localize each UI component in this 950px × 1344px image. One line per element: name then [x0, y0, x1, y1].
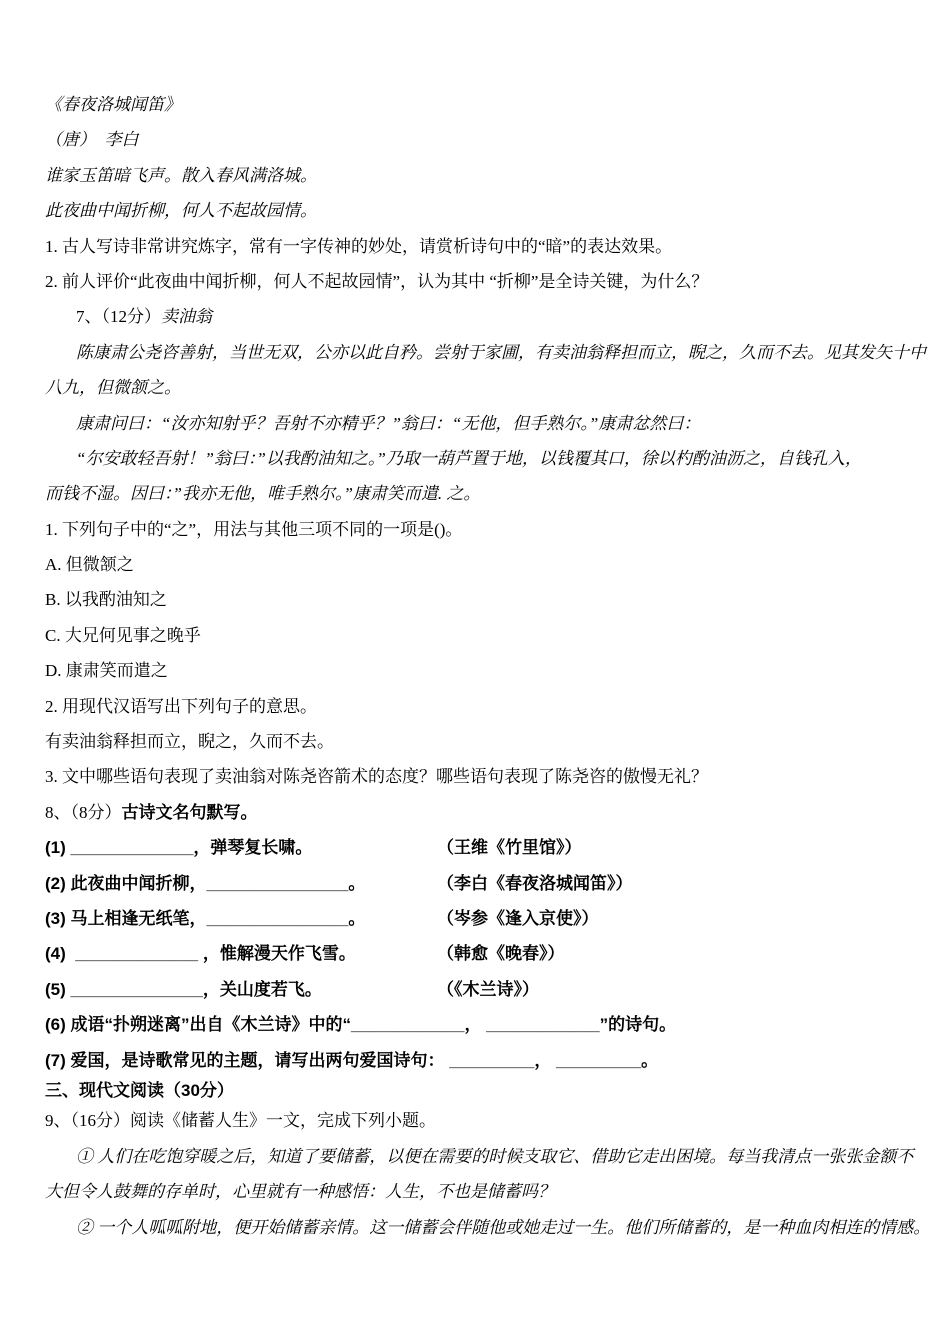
- essay-para2-text: [76, 1218, 930, 1237]
- question-9-intro-text: [45, 1111, 436, 1130]
- passage-para1-line2: [45, 370, 925, 405]
- essay-para2-segment: ② 一个人呱呱附地，便开始储蓄亲情。这一储蓄会伴随他或她走过一生。他们所储蓄的，是一种血肉相连的情感。: [76, 1217, 931, 1237]
- recite-heading-segment: 古诗文名句默写。: [121, 802, 258, 822]
- essay-para1-line1-segment: ① 人们在吃饱穿暖之后，知道了要储蓄，以便在需要的时候支取它、借助它走出困境。每当我清点一张张金额不: [76, 1146, 914, 1166]
- passage-para2: [45, 406, 925, 441]
- poem-question-1: [45, 229, 925, 264]
- poem-verse-2-text: [45, 201, 317, 220]
- passage-para2-text: [76, 414, 700, 433]
- cloze-question-1: [45, 512, 925, 547]
- recite-item-5-segment: (5) ______________，关山度若飞。: [45, 979, 322, 999]
- question-9-intro: [45, 1103, 925, 1138]
- recite-item-4: [45, 936, 925, 971]
- poem-question-2-text: [45, 272, 708, 291]
- passage-para1-line2-text: [45, 378, 181, 397]
- question-9-intro-segment: 9、（16分）阅读《储蓄人生》一文，完成下列小题。: [45, 1111, 436, 1131]
- translate-question-segment: 2. 用现代汉语写出下列句子的意思。: [45, 696, 317, 716]
- option-c-segment: C. 大兄何见事之晚乎: [45, 625, 201, 645]
- essay-para1-line2-segment: 大但令人鼓舞的存单时，心里就有一种感悟：人生，不也是储蓄吗？: [45, 1182, 555, 1202]
- passage-para3-line2-text: [45, 484, 480, 503]
- poem-author-segment: （唐） 李白: [45, 130, 139, 150]
- essay-para1-line1-text: [76, 1147, 913, 1166]
- passage-para1-line1-text: [76, 343, 926, 362]
- option-d-segment: D. 康肃笑而遣之: [45, 661, 168, 681]
- option-a-text: [45, 555, 134, 574]
- poem-title: [45, 87, 925, 122]
- recite-heading-text: [45, 803, 258, 822]
- option-d-text: [45, 661, 168, 680]
- option-c-text: [45, 626, 201, 645]
- passage-para1-line1-segment: 陈康肃公尧咨善射，当世无双，公亦以此自矜。尝射于家圃，有卖油翁释担而立，睨之，久而不去。见其发矢十中: [76, 342, 926, 362]
- option-b-segment: B. 以我酌油知之: [45, 590, 167, 610]
- passage-para1-line2-segment: 八九，但微颔之。: [45, 378, 181, 398]
- poem-question-1-segment: 1. 古人写诗非常讲究炼字，常有一字传神的妙处，请赏析诗句中的“暗”的表达效果。: [45, 236, 673, 256]
- poem-title-text: [45, 95, 181, 114]
- recite-item-3-source: （岑参《逢入京使》）: [437, 908, 599, 928]
- recite-item-5-text: [45, 972, 437, 1007]
- poem-question-2-segment: 2. 前人评价“此夜曲中闻折柳，何人不起故园情”，认为其中 “折柳”是全诗关键，为什么？: [45, 271, 709, 291]
- option-a: [45, 547, 925, 582]
- recite-item-5: [45, 972, 925, 1007]
- option-c: [45, 618, 925, 653]
- recite-item-3-text: [45, 901, 437, 936]
- document-body: [45, 87, 931, 1245]
- poem-verse-2: [45, 193, 925, 228]
- recite-item-3-segment: (3) 马上相逢无纸笔，_______________。: [45, 908, 366, 928]
- passage-para3-line1-segment: “尔安敢轻吾射！”翁曰：”以我酌油知之。”乃取一葫芦置于地，以钱覆其口，徐以杓酌油沥之，自钱孔入，: [76, 448, 862, 468]
- recite-item-4-segment: (4) _____________ ，惟解漫天作飞雪。: [45, 944, 356, 964]
- comprehension-question-3-text: [45, 767, 708, 786]
- poem-question-1-text: [45, 237, 672, 256]
- comprehension-question-3: [45, 759, 925, 794]
- passage-para3-line1-text: [76, 449, 862, 468]
- cloze-question-1-text: [45, 520, 462, 539]
- poem-verse-1-segment: 谁家玉笛暗飞声。散入春风满洛城。: [45, 165, 317, 185]
- recite-item-2-segment: (2) 此夜曲中闻折柳，_______________。: [45, 873, 366, 893]
- passage-heading-text: [76, 307, 212, 326]
- recite-item-1: [45, 830, 925, 865]
- recite-heading: [45, 795, 925, 830]
- section-3-heading-text: [45, 1081, 234, 1100]
- poem-question-2: [45, 264, 925, 299]
- poem-verse-2-segment: 此夜曲中闻折柳，何人不起故园情。: [45, 201, 317, 221]
- essay-para1-line2: [45, 1174, 925, 1209]
- recite-item-6-text: [45, 1015, 676, 1034]
- poem-verse-1-text: [45, 166, 317, 185]
- section-3-heading-segment: 三、现代文阅读（30分）: [45, 1080, 234, 1100]
- passage-para3-line2-segment: 而钱不湿。因曰：”我亦无他，唯手熟尔。”康肃笑而遣. 之。: [45, 484, 481, 504]
- poem-author-text: [45, 130, 139, 149]
- recite-item-1-source: （王维《竹里馆》）: [437, 838, 582, 858]
- essay-para1-line1: [45, 1139, 925, 1174]
- recite-item-5-source: （《木兰诗》）: [437, 979, 539, 999]
- recite-item-6-segment: (6) 成语“扑朔迷离”出自《木兰诗》中的“____________， ____________”的诗句。: [45, 1015, 677, 1035]
- poem-author: [45, 122, 925, 157]
- passage-heading: [45, 299, 925, 334]
- essay-para1-line2-text: [45, 1182, 555, 1201]
- recite-item-2-source: （李白《春夜洛城闻笛》）: [437, 873, 633, 893]
- cloze-question-1-segment: 1. 下列句子中的“之”，用法与其他三项不同的一项是()。: [45, 519, 463, 539]
- recite-item-7-segment: (7) 爱国，是诗歌常见的主题，请写出两句爱国诗句： _________， _________。: [45, 1050, 659, 1070]
- recite-heading-segment: 8、（8分）: [45, 802, 122, 822]
- recite-item-3: [45, 901, 925, 936]
- passage-heading-segment: 7、（12分）: [76, 307, 161, 327]
- passage-para3-line2: [45, 476, 925, 511]
- translate-sentence: [45, 724, 925, 759]
- recite-item-2: [45, 866, 925, 901]
- translate-sentence-segment: 有卖油翁释担而立，睨之，久而不去。: [45, 732, 334, 752]
- translate-question: [45, 689, 925, 724]
- option-d: [45, 653, 925, 688]
- recite-item-7-text: [45, 1051, 658, 1070]
- passage-para2-segment: 康肃问曰：“汝亦知射乎？吾射不亦精乎？”翁曰：“无他，但手熟尔。”康肃忿然曰：: [76, 413, 701, 433]
- passage-para3-line1: [45, 441, 925, 476]
- poem-verse-1: [45, 158, 925, 193]
- recite-item-2-text: [45, 866, 437, 901]
- recite-item-1-segment: (1) _____________，弹琴复长啸。: [45, 838, 313, 858]
- recite-item-4-text: [45, 936, 437, 971]
- option-b: [45, 582, 925, 617]
- recite-item-1-text: [45, 830, 437, 865]
- option-a-segment: A. 但微颔之: [45, 555, 134, 575]
- comprehension-question-3-segment: 3. 文中哪些语句表现了卖油翁对陈尧咨箭术的态度？哪些语句表现了陈尧咨的傲慢无礼？: [45, 767, 708, 787]
- essay-para2: [45, 1210, 931, 1245]
- recite-item-4-source: （韩愈《晚春》）: [437, 944, 565, 964]
- passage-para1-line1: [45, 335, 925, 370]
- translate-question-text: [45, 697, 317, 716]
- translate-sentence-text: [45, 732, 334, 751]
- recite-item-6: [45, 1007, 925, 1042]
- option-b-text: [45, 590, 167, 609]
- poem-title-segment: 《春夜洛城闻笛》: [45, 95, 181, 114]
- passage-heading-segment: 卖油翁: [161, 307, 212, 327]
